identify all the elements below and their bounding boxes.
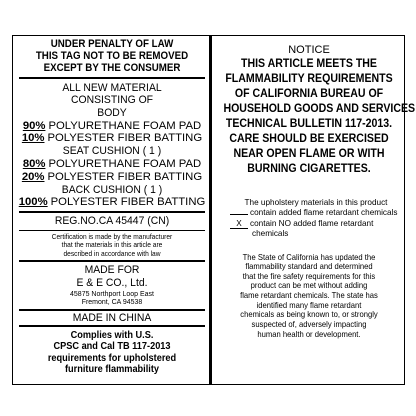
compliance-line: furniture flammability [64,363,160,375]
company-name: E & E CO., Ltd. [76,276,148,289]
material-percent: 90% [22,119,46,132]
state-line: human health or development. [257,328,361,339]
option-no-text-cont: chemicals [252,229,289,239]
state-line: chemicals as being known to, or strongly [240,309,378,320]
warning-line: EXCEPT BY THE CONSUMER [43,61,181,74]
state-line: product can be met without adding [250,280,368,291]
option-added-checkbox [230,214,248,215]
notice-body [216,58,416,176]
notice-line: FLAMMABILITY REQUIREMENTS [225,73,393,86]
notice-line: CARE SHOULD BE EXERCISED [229,133,389,146]
state-line: identified many flame retardant [256,299,362,310]
address-line: 45875 Northport Loop East [70,288,154,298]
state-line: flammability standard and determined [245,261,373,272]
option-no-chemicals [230,219,402,229]
material-percent: 10% [21,132,45,145]
material-name: POLYESTER FIBER BATTING [50,196,206,209]
certification-line: described in accordance with law [63,248,161,258]
compliance-section [19,327,205,375]
notice-title: NOTICE [288,44,330,56]
made-for-label: MADE FOR [84,264,140,277]
notice-line: HOUSEHOLD GOODS AND SERVICES [223,103,416,116]
notice-line: THIS ARTICLE MEETS THE [241,58,377,71]
reg-number-text: REG.NO.CA 45447 (CN) [54,215,170,228]
material-percent: 100% [18,196,48,209]
notice-line: NEAR OPEN FLAME OR WITH [233,148,385,161]
warning-line: UNDER PENALTY OF LAW [50,38,174,50]
law-tag [12,35,416,385]
column-divider [209,36,212,384]
notice-line: BURNING CIGARETTES. [247,163,371,176]
state-line: The State of California has updated the [242,251,376,262]
reg-number [19,213,205,230]
material-percent: 20% [21,170,45,183]
certification-section [19,231,205,260]
compliance-line: Complies with U.S. [70,330,154,342]
material-name: POLYESTER FIBER BATTING [47,132,203,145]
notice-line: TECHNICAL BULLETIN 117-2013. [225,118,393,131]
made-in-section [19,311,205,326]
option-no-text: contain NO added flame retardant [250,218,374,228]
option-no-checkbox: X [230,219,248,229]
left-column [19,36,205,384]
seat-cushion-label: SEAT CUSHION ( 1 ) [62,145,162,158]
certification-line: that the materials in this article are [61,240,163,250]
materials-section [19,79,205,212]
compliance-line: CPSC and Cal TB 117-2013 [53,341,171,353]
compliance-line: requirements for upholstered [47,352,177,364]
material-name: POLYESTER FIBER BATTING [47,170,203,183]
materials-heading: ALL NEW MATERIAL [62,81,162,94]
state-line: flame retardant chemicals. The state has [240,290,378,301]
material-row [19,171,205,184]
state-line: suspected of, adversely impacting [251,318,367,329]
made-for-section [19,262,205,308]
warning-section [19,36,205,77]
certification-line: Certification is made by the manufacturer [51,231,173,241]
material-name: POLYURETHANE FOAM PAD [48,119,202,132]
state-paragraph [216,253,402,339]
upholstery-disclosure [216,198,402,238]
back-cushion-label: BACK CUSHION ( 1 ) [61,183,163,196]
option-added-text: contain added flame retardant chemicals [250,208,398,218]
material-row [19,120,205,133]
materials-heading: CONSISTING OF [71,94,153,107]
option-added-chemicals [230,208,402,217]
material-percent: 80% [22,157,46,170]
material-name: POLYURETHANE FOAM PAD [48,157,202,170]
material-row [19,158,205,171]
material-row [19,196,205,209]
right-column [216,36,416,384]
body-label: BODY [97,106,127,119]
warning-line: THIS TAG NOT TO BE REMOVED [35,49,189,62]
state-line: that the fire safety requirements for this [242,270,376,281]
made-in-text: MADE IN CHINA [72,311,152,324]
notice-line: OF CALIFORNIA BUREAU OF [234,88,384,101]
address-line: Fremont, CA 94538 [81,297,143,307]
material-row [19,132,205,145]
upholstery-intro: The upholstery materials in this product [244,198,388,208]
